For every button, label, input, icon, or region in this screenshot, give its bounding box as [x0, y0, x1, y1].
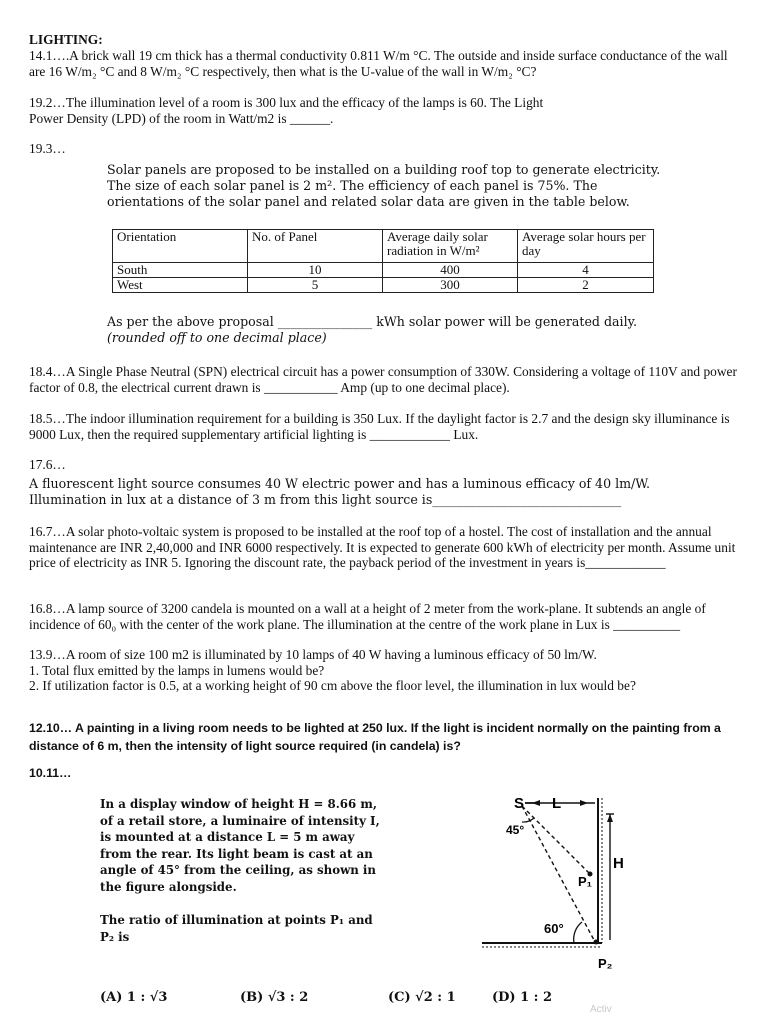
section-heading: LIGHTING: [29, 32, 103, 47]
angle-arc-60 [574, 922, 582, 943]
solar-data-table [112, 229, 654, 293]
table-row [113, 263, 654, 278]
table-header-cell: No. of Panel [248, 230, 383, 263]
question-13-9-line1: 13.9…A room of size 100 m2 is illuminated by 10 lamps of 40 W having a luminous efficacy of 50 lm/W. [29, 647, 597, 662]
question-19-3-answer-line: As per the above proposal _______________ kWh solar power will be generated daily. [107, 314, 638, 329]
choice-d: (D) 1 : 2 [492, 990, 553, 1005]
label-p1: P₁ [578, 874, 593, 889]
table-header-cell: Average daily solar radiation in W/m² [383, 230, 518, 263]
question-13-9-item1: 1. Total flux emitted by the lamps in lumens would be? [29, 662, 325, 678]
question-18-5: 18.5…The indoor illumination requirement for a building is 350 Lux. If the daylight factor is 2.7 and the design sky illuminance is 9000 Lux, then the required supplementary artificial lighting is ____________ Lux. [29, 411, 730, 442]
question-14-1: 14.1….A brick wall 19 cm thick has a thermal conductivity 0.811 W/m °C. The outside and inside surface conductance of the wall are 16 W/m₂ °C and 8 W/m₂ °C respectively, then what is the U-value of the wall in W/m₂ °C? [29, 48, 728, 79]
question-19-3-answer [107, 314, 662, 346]
question-19-2-line2: Power Density (LPD) of the room in Watt/m2 is ______. [29, 110, 334, 126]
label-s: S [514, 795, 525, 812]
question-10-11-label: 10.11… [29, 766, 72, 780]
label-60: 60° [544, 921, 564, 936]
beam-to-p1 [522, 806, 590, 874]
question-17-6 [29, 476, 747, 508]
label-45: 45° [506, 823, 525, 837]
question-13-9 [29, 647, 747, 694]
question-13-9-item2: 2. If utilization factor is 0.5, at a working height of 90 cm above the floor level, the illumination in lux would be? [29, 678, 636, 693]
question-10-11-text: In a display window of height H = 8.66 m, of a retail store, a luminaire of intensity I, is mounted at a distance L = 5 m away from the rear. Its light beam is cast at an angle of 45° from the ceiling, as shown in the figure alongside. [100, 797, 380, 894]
question-19-3-rounding: (rounded off to one decimal place) [107, 330, 327, 345]
choice-c: (C) √2 : 1 [388, 990, 456, 1005]
table-cell: 2 [518, 278, 654, 293]
question-12-10: 12.10… A painting in a living room needs to be lighted at 250 lux. If the light is incident normally on the painting from a distance of 6 m, then the intensity of light source required (in candela) is? [29, 721, 721, 753]
display-window-figure [470, 790, 640, 985]
table-row [113, 278, 654, 293]
table-cell: West [113, 278, 248, 293]
question-16-8: 16.8…A lamp source of 3200 candela is mounted on a wall at a height of 2 meter from the work-plane. It subtends an angle of incidence of 60₀ with the center of the work plane. The illumination at the centre of the work plane in Lux is __________ [29, 601, 706, 632]
label-h: H [613, 855, 624, 872]
angle-arc-45 [522, 818, 534, 822]
question-17-6-line1: A fluorescent light source consumes 40 W electric power and has a luminous efficacy of 40 lm/W. [29, 476, 651, 491]
question-19-3-text: Solar panels are proposed to be installed on a building roof top to generate electricity. The size of each solar panel is 2 m². The efficiency of each panel is 75%. The orientations of the solar panel and related solar data are given in the table below. [107, 162, 661, 209]
l-arrowhead-right [580, 800, 588, 806]
choice-a: (A) 1 : √3 [100, 990, 168, 1005]
question-17-6-line2: Illumination in lux at a distance of 3 m from this light source is______________________________ [29, 492, 622, 507]
table-header-cell: Orientation [113, 230, 248, 263]
label-l: L [552, 795, 562, 812]
question-16-7: 16.7…A solar photo-voltaic system is proposed to be installed at the roof top of a hostel. The cost of installation and the annual maintenance are INR 2,40,000 and INR 6000 respectively. It is expected to generate 600 kWh of electricity per month. Assume unit price of electricity as INR 5. Ignoring the discount rate, the payback period of the investment in years is____________ [29, 524, 736, 570]
watermark-text: Activ [590, 1004, 612, 1015]
question-18-4: 18.4…A Single Phase Neutral (SPN) electrical circuit has a power consumption of 330W. Considering a voltage of 110V and power factor of 0.8, the electrical current drawn is ___________ Amp (up to one decimal place). [29, 364, 737, 395]
question-17-6-label: 17.6… [29, 457, 66, 472]
table-cell: 4 [518, 263, 654, 278]
table-cell: 10 [248, 263, 383, 278]
h-arrowhead-top [607, 814, 613, 822]
table-header-cell: Average solar hours per day [518, 230, 654, 263]
question-19-2 [29, 95, 747, 126]
question-19-2-line1: 19.2…The illumination level of a room is 300 lux and the efficacy of the lamps is 60. The Light [29, 95, 544, 110]
label-p2: P₂ [598, 956, 613, 971]
l-arrowhead-left [532, 800, 540, 806]
table-cell: 5 [248, 278, 383, 293]
table-header-row [113, 230, 654, 263]
point-p2-marker [594, 940, 599, 945]
choice-b: (B) √3 : 2 [240, 990, 309, 1005]
beam-to-p2 [522, 806, 594, 940]
table-cell: 400 [383, 263, 518, 278]
question-10-11-ratio: The ratio of illumination at points P₁ and P₂ is [100, 913, 373, 944]
table-cell: 300 [383, 278, 518, 293]
table-cell: South [113, 263, 248, 278]
question-19-3-label: 19.3… [29, 141, 66, 156]
